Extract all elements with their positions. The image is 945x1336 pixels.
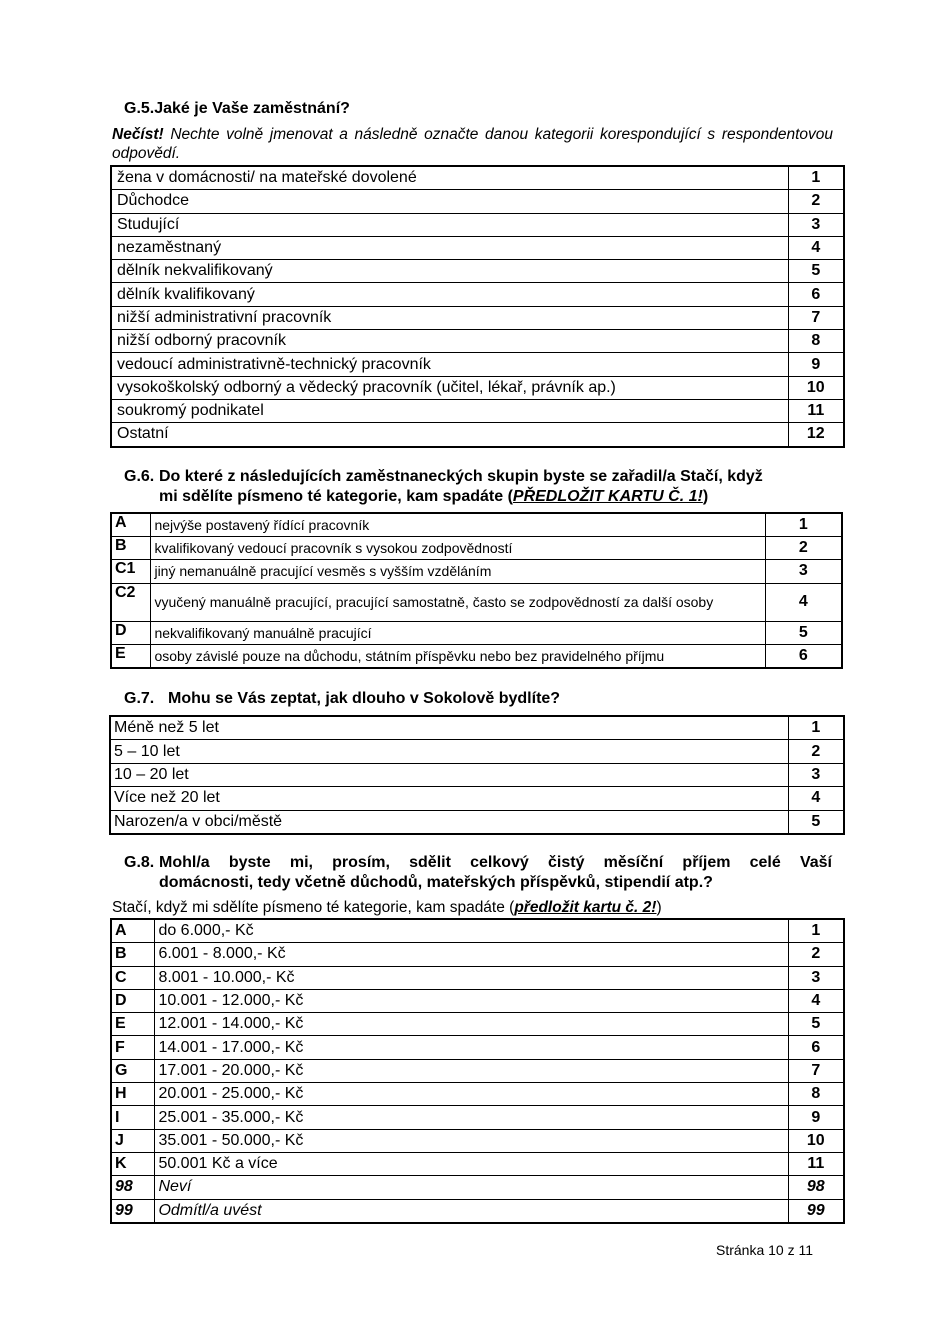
g5-instruction-bold: Nečíst!: [112, 126, 164, 143]
option-code: 10: [788, 1129, 844, 1152]
option-label: vedoucí administrativně-technický pracovník: [111, 353, 788, 376]
option-label: vysokoškolský odborný a vědecký pracovník (učitel, lékař, právník ap.): [111, 376, 788, 399]
g6-option-row: [111, 513, 842, 536]
g5-option-row: [111, 353, 844, 376]
option-label: nezaměstnaný: [111, 236, 788, 259]
option-letter: A: [111, 513, 151, 536]
option-letter: A: [111, 919, 155, 943]
option-label: 10.001 - 12.000,- Kč: [155, 989, 788, 1012]
option-code: 6: [765, 645, 842, 668]
g7-option-row: [110, 787, 844, 810]
g5-option-row: [111, 166, 844, 190]
g5-option-row: [111, 190, 844, 213]
g5-option-row: [111, 306, 844, 329]
g6-table: [110, 512, 843, 669]
option-code: 12: [788, 423, 844, 447]
g8-card-reference: předložit kartu č. 2!: [514, 899, 657, 916]
g8-option-row: [111, 1106, 844, 1129]
g8-option-row: [111, 1176, 844, 1199]
option-code: 11: [788, 399, 844, 422]
option-code: 4: [788, 989, 844, 1012]
g5-option-row: [111, 236, 844, 259]
option-code: 5: [788, 810, 844, 834]
g8-option-row: [111, 1036, 844, 1059]
option-code: 1: [788, 166, 844, 190]
option-code: 8: [788, 330, 844, 353]
g5-table-body: [111, 166, 844, 447]
option-letter: 98: [111, 1176, 155, 1199]
option-code: 2: [788, 740, 844, 763]
option-code: 2: [765, 536, 842, 559]
option-code: 7: [788, 1059, 844, 1082]
option-code: 99: [788, 1199, 844, 1223]
g6-title: [124, 467, 836, 507]
option-code: 3: [788, 966, 844, 989]
g8-option-row: [111, 1129, 844, 1152]
option-code: 8: [788, 1083, 844, 1106]
option-code: 1: [788, 716, 844, 740]
option-label: Více než 20 let: [110, 787, 788, 810]
g7-option-row: [110, 810, 844, 834]
g6-table-body: [111, 513, 842, 668]
g7-title: [124, 689, 560, 709]
option-label: osoby závislé pouze na důchodu, státním příspěvku nebo bez pravidelného příjmu: [151, 645, 765, 668]
g6-option-row: [111, 536, 842, 559]
g8-option-row: [111, 1013, 844, 1036]
g7-option-row: [110, 716, 844, 740]
option-letter: I: [111, 1106, 155, 1129]
g8-instruction-end: ): [656, 899, 662, 916]
g5-instruction-text: Nechte volně jmenovat a následně označte danou kategorii korespondující s respondentovou odpovědí.: [112, 126, 833, 162]
option-letter: C: [111, 966, 155, 989]
option-code: 5: [788, 1013, 844, 1036]
option-code: 11: [788, 1152, 844, 1175]
option-code: 2: [788, 190, 844, 213]
option-letter: C2: [111, 583, 151, 621]
g6-number: G.6.: [124, 468, 155, 485]
g8-option-row: [111, 943, 844, 966]
g6-title-line1: Do které z následujících zaměstnaneckých skupin byste se zařadil/a Stačí, když: [159, 468, 763, 485]
g8-instruction: [112, 899, 662, 917]
option-label: 8.001 - 10.000,- Kč: [155, 966, 788, 989]
g5-option-row: [111, 260, 844, 283]
option-label: jiný nemanuálně pracující vesměs s vyšším vzděláním: [151, 560, 765, 583]
option-label: Studující: [111, 213, 788, 236]
option-label: do 6.000,- Kč: [155, 919, 788, 943]
g6-title-line2: mi sdělíte písmeno té kategorie, kam spadáte (: [159, 488, 513, 505]
option-label: 10 – 20 let: [110, 763, 788, 786]
g8-title: [124, 853, 832, 893]
g8-title-line2: domácnosti, tedy včetně důchodů, mateřských příspěvků, stipendií atp.?: [159, 874, 713, 891]
g6-card-reference: PŘEDLOŽIT KARTU Č. 1!: [512, 488, 703, 505]
option-code: 10: [788, 376, 844, 399]
option-code: 2: [788, 943, 844, 966]
option-letter: H: [111, 1083, 155, 1106]
option-label: 20.001 - 25.000,- Kč: [155, 1083, 788, 1106]
option-label: Narozen/a v obci/městě: [110, 810, 788, 834]
option-code: 4: [765, 583, 842, 621]
option-code: 5: [788, 260, 844, 283]
g5-option-row: [111, 283, 844, 306]
g5-title: [124, 99, 350, 119]
g5-title-text: Jaké je Vaše zaměstnání?: [154, 100, 350, 117]
option-letter: C1: [111, 560, 151, 583]
option-label: soukromý podnikatel: [111, 399, 788, 422]
g8-option-row: [111, 989, 844, 1012]
g8-option-row: [111, 966, 844, 989]
option-label: 14.001 - 17.000,- Kč: [155, 1036, 788, 1059]
g5-option-row: [111, 423, 844, 447]
g8-option-row: [111, 919, 844, 943]
option-label: Odmítl/a uvést: [155, 1199, 788, 1223]
option-label: 25.001 - 35.000,- Kč: [155, 1106, 788, 1129]
g5-option-row: [111, 213, 844, 236]
option-letter: E: [111, 1013, 155, 1036]
option-code: 6: [788, 283, 844, 306]
g8-option-row: [111, 1199, 844, 1223]
option-letter: D: [111, 621, 151, 644]
option-label: nejvýše postavený řídící pracovník: [151, 513, 765, 536]
option-code: 4: [788, 236, 844, 259]
g6-option-row: [111, 560, 842, 583]
option-label: Méně než 5 let: [110, 716, 788, 740]
g7-table-body: [110, 716, 844, 834]
option-label: nižší administrativní pracovník: [111, 306, 788, 329]
g8-option-row: [111, 1059, 844, 1082]
option-code: 4: [788, 787, 844, 810]
g6-option-row: [111, 583, 842, 621]
option-code: 3: [788, 763, 844, 786]
option-letter: B: [111, 536, 151, 559]
option-code: 9: [788, 1106, 844, 1129]
option-label: Neví: [155, 1176, 788, 1199]
option-code: 9: [788, 353, 844, 376]
g5-instruction: [112, 125, 833, 163]
option-label: Důchodce: [111, 190, 788, 213]
option-letter: 99: [111, 1199, 155, 1223]
g5-option-row: [111, 330, 844, 353]
option-letter: F: [111, 1036, 155, 1059]
option-label: Ostatní: [111, 423, 788, 447]
option-label: 6.001 - 8.000,- Kč: [155, 943, 788, 966]
option-letter: G: [111, 1059, 155, 1082]
g8-option-row: [111, 1152, 844, 1175]
option-letter: E: [111, 645, 151, 668]
option-code: 3: [765, 560, 842, 583]
g6-title-line2-end: ): [702, 488, 709, 505]
option-code: 6: [788, 1036, 844, 1059]
g5-table: [110, 165, 845, 448]
option-label: nekvalifikovaný manuálně pracující: [151, 621, 765, 644]
g7-title-text: Mohu se Vás zeptat, jak dlouho v Sokolově bydlíte?: [168, 690, 561, 707]
option-code: 1: [765, 513, 842, 536]
option-letter: D: [111, 989, 155, 1012]
option-code: 98: [788, 1176, 844, 1199]
option-label: 17.001 - 20.000,- Kč: [155, 1059, 788, 1082]
option-code: 5: [765, 621, 842, 644]
option-label: dělník nekvalifikovaný: [111, 260, 788, 283]
option-code: 7: [788, 306, 844, 329]
option-letter: J: [111, 1129, 155, 1152]
g8-title-line1: Mohl/a byste mi, prosím, sdělit celkový čistý měsíční příjem celé Vaší: [159, 854, 832, 871]
g7-table: [109, 715, 845, 835]
g7-option-row: [110, 740, 844, 763]
option-label: 50.001 Kč a více: [155, 1152, 788, 1175]
g6-option-row: [111, 621, 842, 644]
g8-table-body: [111, 919, 844, 1223]
g8-number: G.8.: [124, 854, 155, 871]
g5-option-row: [111, 376, 844, 399]
option-label: nižší odborný pracovník: [111, 330, 788, 353]
g8-option-row: [111, 1083, 844, 1106]
g5-number: G.5.: [124, 100, 155, 117]
g7-number: G.7.: [124, 690, 155, 707]
option-label: kvalifikovaný vedoucí pracovník s vysokou zodpovědností: [151, 536, 765, 559]
g8-instruction-text: Stačí, když mi sdělíte písmeno té kategorie, kam spadáte (: [112, 899, 515, 916]
page-footer: Stránka 10 z 11: [716, 1242, 814, 1258]
option-label: 5 – 10 let: [110, 740, 788, 763]
g5-option-row: [111, 399, 844, 422]
g6-option-row: [111, 645, 842, 668]
option-label: vyučený manuálně pracující, pracující samostatně, často se zodpovědností za další osoby: [151, 583, 765, 621]
g8-table: [110, 918, 845, 1224]
option-label: 35.001 - 50.000,- Kč: [155, 1129, 788, 1152]
option-label: žena v domácnosti/ na mateřské dovolené: [111, 166, 788, 190]
g7-option-row: [110, 763, 844, 786]
option-letter: K: [111, 1152, 155, 1175]
option-label: dělník kvalifikovaný: [111, 283, 788, 306]
option-label: 12.001 - 14.000,- Kč: [155, 1013, 788, 1036]
option-letter: B: [111, 943, 155, 966]
option-code: 3: [788, 213, 844, 236]
option-code: 1: [788, 919, 844, 943]
